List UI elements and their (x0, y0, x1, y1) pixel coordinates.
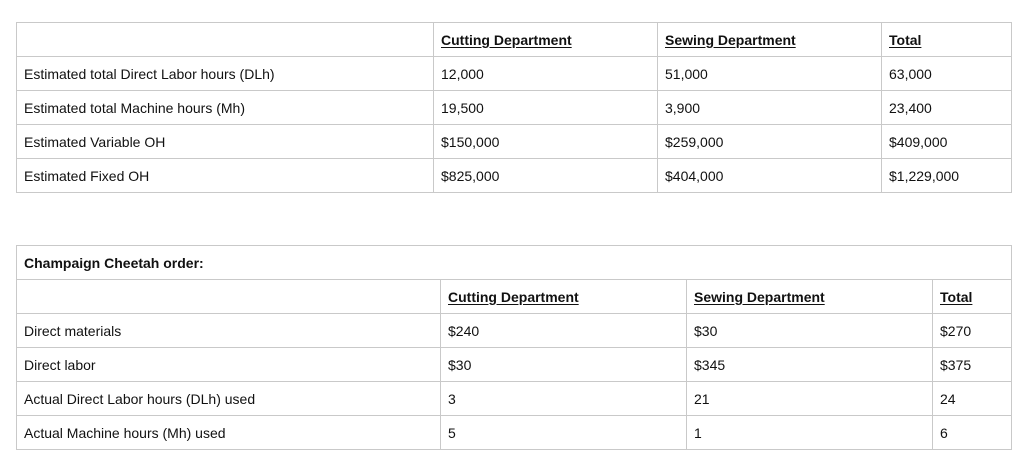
table-row (17, 159, 1012, 193)
table-cell: 51,000 (658, 57, 882, 91)
table-cell: $30 (441, 348, 687, 382)
header-cell: Cutting Department (441, 280, 687, 314)
header-cell: Sewing Department (658, 23, 882, 57)
table-cell: 1 (687, 416, 933, 450)
table-cell: $240 (441, 314, 687, 348)
table-row (17, 57, 1012, 91)
table-row (17, 416, 1012, 450)
table-cell: 3,900 (658, 91, 882, 125)
table-cell: $375 (933, 348, 1012, 382)
table-cell: $259,000 (658, 125, 882, 159)
table-row (17, 91, 1012, 125)
table-title: Champaign Cheetah order: (17, 246, 1012, 280)
header-cell: Total (882, 23, 1012, 57)
table-cell: 63,000 (882, 57, 1012, 91)
table-cell: 21 (687, 382, 933, 416)
table-cell: 12,000 (434, 57, 658, 91)
row-label: Estimated total Direct Labor hours (DLh) (17, 57, 434, 91)
table-cell: $1,229,000 (882, 159, 1012, 193)
table-row (17, 314, 1012, 348)
header-cell (17, 23, 434, 57)
table-cell: $409,000 (882, 125, 1012, 159)
estimates-table (16, 22, 1012, 193)
table-header-row (17, 23, 1012, 57)
table-cell: $345 (687, 348, 933, 382)
table-cell: 19,500 (434, 91, 658, 125)
table-cell: $30 (687, 314, 933, 348)
row-label: Estimated Fixed OH (17, 159, 434, 193)
table-cell: 3 (441, 382, 687, 416)
row-label: Actual Machine hours (Mh) used (17, 416, 441, 450)
table-row (17, 348, 1012, 382)
header-cell: Cutting Department (434, 23, 658, 57)
header-cell: Total (933, 280, 1012, 314)
table-cell: 6 (933, 416, 1012, 450)
header-cell (17, 280, 441, 314)
table-cell: $150,000 (434, 125, 658, 159)
table-title-row (17, 246, 1012, 280)
table-header-row (17, 280, 1012, 314)
table-cell: 5 (441, 416, 687, 450)
table-row (17, 382, 1012, 416)
table-cell: 24 (933, 382, 1012, 416)
row-label: Direct materials (17, 314, 441, 348)
row-label: Direct labor (17, 348, 441, 382)
row-label: Estimated total Machine hours (Mh) (17, 91, 434, 125)
table-cell: $270 (933, 314, 1012, 348)
table-cell: 23,400 (882, 91, 1012, 125)
table-cell: $825,000 (434, 159, 658, 193)
header-cell: Sewing Department (687, 280, 933, 314)
row-label: Estimated Variable OH (17, 125, 434, 159)
table-row (17, 125, 1012, 159)
row-label: Actual Direct Labor hours (DLh) used (17, 382, 441, 416)
order-table (16, 245, 1012, 450)
table-cell: $404,000 (658, 159, 882, 193)
